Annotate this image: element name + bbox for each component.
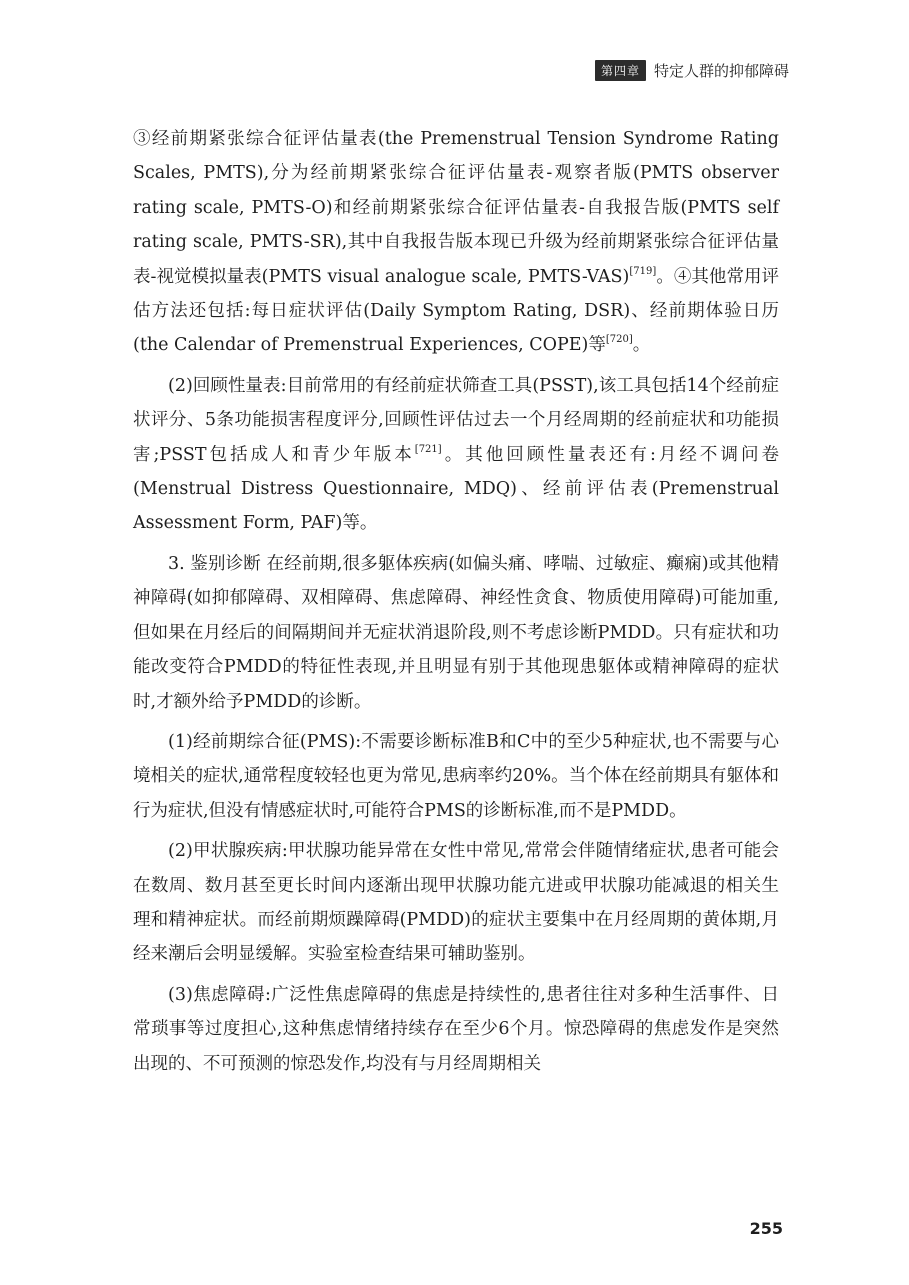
- citation-ref: [721]: [414, 443, 442, 455]
- paragraph-text: (2)回顾性量表:目前常用的有经前症状筛查工具(PSST),该工具包括14个经前症状评分、5条功能损害程度评分,回顾性评估过去一个月经周期的经前症状和功能损害;PSST包括成人和青少年版本: [133, 375, 779, 465]
- paragraph-text: (2)甲状腺疾病:甲状腺功能异常在女性中常见,常常会伴随情绪症状,患者可能会在数周、数月甚至更长时间内逐渐出现甲状腺功能亢进或甲状腺功能减退的相关生理和精神症状。而经前期烦躁障碍(PMDD)的症状主要集中在月经周期的黄体期,月经来潮后会明显缓解。实验室检查结果可辅助鉴别。: [133, 841, 779, 965]
- paragraph-text: 。其他回顾性量表还有:月经不调问卷(Menstrual Distress Questionnaire, MDQ)、经前评估表(Premenstrual Assessment Form, PAF)等。: [133, 444, 779, 534]
- paragraph-anxiety: [133, 978, 779, 1081]
- chapter-badge: 第四章: [595, 60, 646, 81]
- paragraph-thyroid: [133, 834, 779, 972]
- chapter-title: 特定人群的抑郁障碍: [653, 62, 789, 80]
- running-header: [595, 60, 789, 81]
- paragraph-text: (3)焦虑障碍:广泛性焦虑障碍的焦虑是持续性的,患者往往对多种生活事件、日常琐事等过度担心,这种焦虑情绪持续存在至少6个月。惊恐障碍的焦虑发作是突然出现的、不可预测的惊恐发作,均没有与月经周期相关: [133, 984, 779, 1074]
- paragraph-text: 。: [632, 335, 651, 356]
- paragraph-text: (1)经前期综合征(PMS):不需要诊断标准B和C中的至少5种症状,也不需要与心境相关的症状,通常程度较轻也更为常见,患病率约20%。当个体在经前期具有躯体和行为症状,但没有情感症状时,可能符合PMS的诊断标准,而不是PMDD。: [133, 731, 779, 821]
- citation-ref: [720]: [605, 334, 633, 346]
- paragraph-pmts-scales: [133, 122, 779, 363]
- paragraph-pms: [133, 725, 779, 828]
- paragraph-text: 3. 鉴别诊断 在经前期,很多躯体疾病(如偏头痛、哮喘、过敏症、癫痫)或其他精神障碍(如抑郁障碍、双相障碍、焦虑障碍、神经性贪食、物质使用障碍)可能加重,但如果在月经后的间隔期间并无症状消退阶段,则不考虑诊断PMDD。只有症状和功能改变符合PMDD的特征性表现,并且明显有别于其他现患躯体或精神障碍的症状时,才额外给予PMDD的诊断。: [133, 553, 779, 712]
- page-number: 255: [749, 1219, 783, 1238]
- paragraph-retrospective-scales: [133, 369, 779, 541]
- paragraph-differential-diagnosis: [133, 547, 779, 719]
- paragraph-text: 。④其他常用评估方法还包括:每日症状评估(Daily Symptom Rating, DSR)、经前期体验日历(the Calendar of Premenstrual Experiences, COPE)等: [133, 266, 780, 356]
- citation-ref: [719]: [629, 265, 657, 277]
- page-body: [133, 122, 779, 1087]
- paragraph-text: ③经前期紧张综合征评估量表(the Premenstrual Tension Syndrome Rating Scales, PMTS),分为经前期紧张综合征评估量表-观察者版(PMTS observer rating scale, PMTS-O)和经前期紧张综合征评估量表-自我报告版(PMTS self rating scale, PMTS-SR),其中自我报告版本现已升级为经前期紧张综合征评估量表-视觉模拟量表(PMTS visual analogue scale, PMTS-VAS): [133, 129, 779, 287]
